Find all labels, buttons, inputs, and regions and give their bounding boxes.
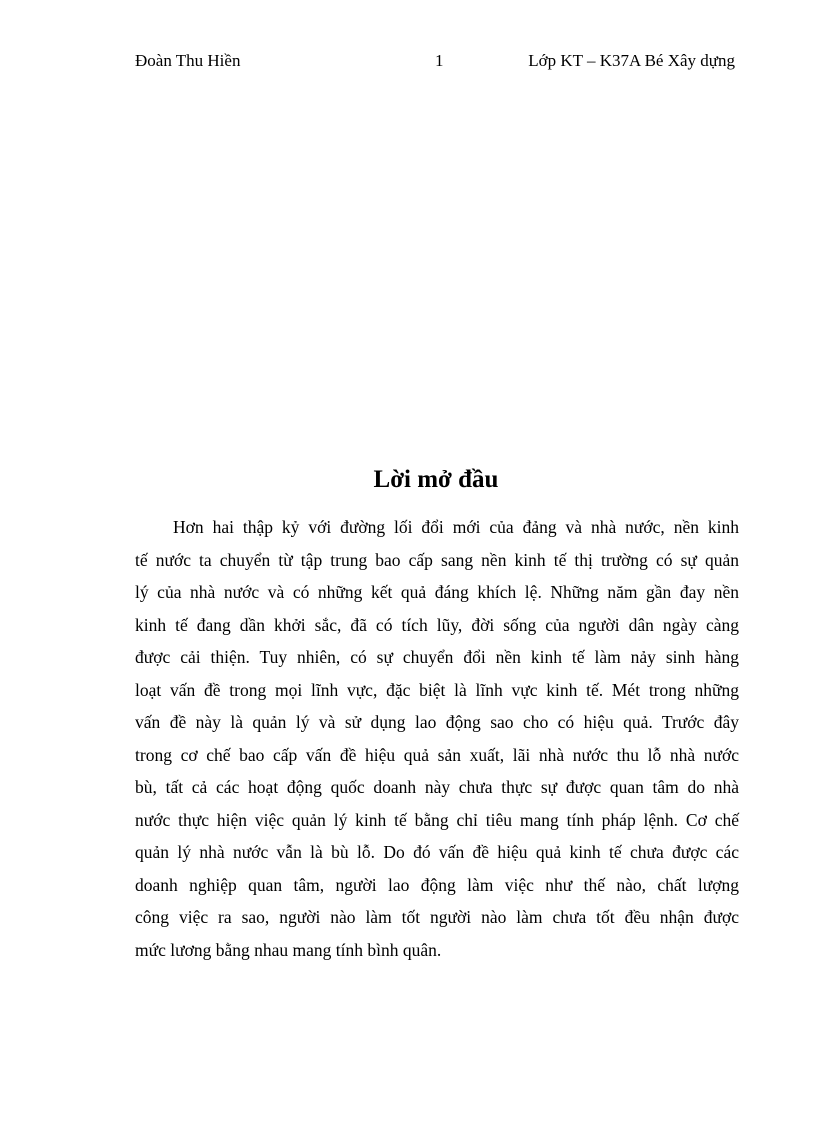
paragraph-line: doanh nghiệp quan tâm, người lao động làm việc như thế nào, chất lượng (135, 874, 739, 895)
paragraph-line: mức lương bằng nhau mang tính bình quân. (135, 939, 442, 960)
paragraph-line: kinh tế đang dần khởi sắc, đã có tích lũy, đời sống của người dân ngày càng (135, 614, 739, 635)
paragraph-line: quản lý nhà nước vẫn là bù lỗ. Do đó vấn đề hiệu quả kinh tế chưa được các (135, 842, 739, 862)
paragraph-line: nước thực hiện việc quản lý kinh tế bằng chỉ tiêu mang tính pháp lệnh. Cơ chế (135, 809, 739, 830)
paragraph-line: trong cơ chế bao cấp vấn đề hiệu quả sản xuất, lãi nhà nước thu lỗ nhà nước (135, 744, 739, 765)
paragraph-line: loạt vấn đề trong mọi lĩnh vực, đặc biệt là lĩnh vực kinh tế. Mét trong những (135, 679, 739, 700)
header-class-info: Lớp KT – K37A Bé Xây dựng (528, 51, 735, 70)
paragraph-line: bù, tất cả các hoạt động quốc doanh này chưa thực sự được quan tâm do nhà (135, 777, 739, 797)
paragraph-line: công việc ra sao, người nào làm tốt người nào làm chưa tốt đều nhận được (135, 907, 739, 927)
intro-paragraph (135, 511, 739, 966)
paragraph-line: vấn đề này là quản lý và sử dụng lao động sao cho có hiệu quả. Trước đây (135, 712, 739, 732)
page-header (135, 50, 735, 72)
paragraph-line: tế nước ta chuyển từ tập trung bao cấp sang nền kinh tế thị trường có sự quản (135, 549, 739, 570)
paragraph-line: lý của nhà nước và có những kết quả đáng khích lệ. Những năm gần đay nền (135, 582, 739, 602)
header-author: Đoàn Thu Hiền (135, 51, 241, 70)
paragraph-line: được cải thiện. Tuy nhiên, có sự chuyển đổi nền kinh tế làm nảy sinh hàng (135, 647, 739, 667)
header-page-number: 1 (435, 51, 444, 70)
paragraph-line: Hơn hai thập kỷ với đường lối đổi mới của đảng và nhà nước, nền kinh (173, 517, 739, 537)
section-title: Lời mở đầu (373, 466, 499, 493)
